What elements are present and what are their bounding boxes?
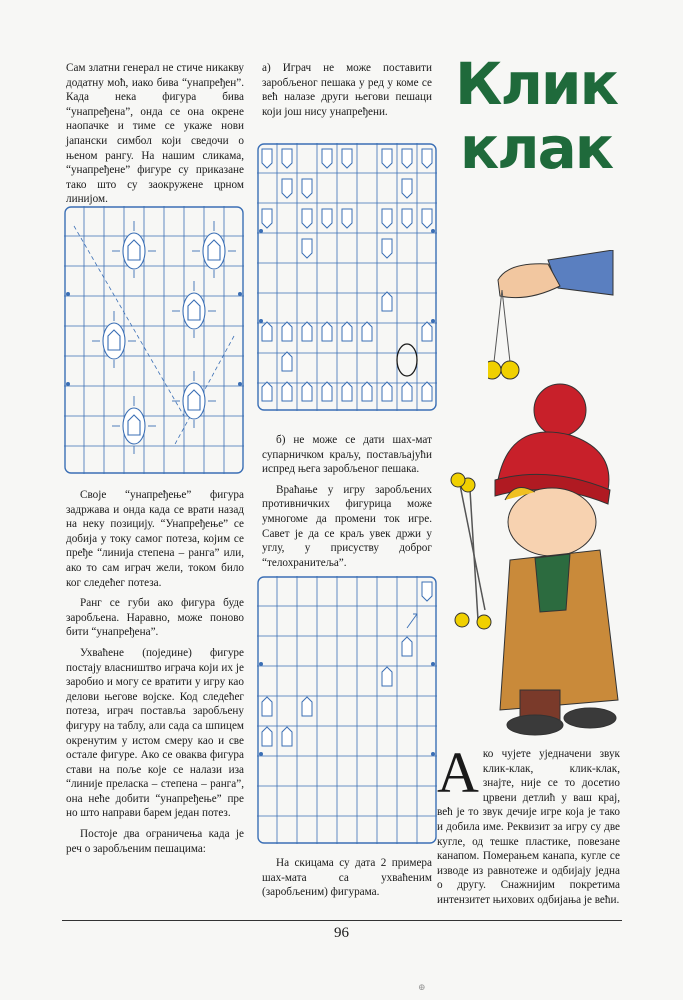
arrow-icon: [407, 614, 417, 628]
column-2-middle: [262, 433, 432, 576]
board-grid: [257, 576, 437, 844]
shogi-board-promotion: [64, 206, 244, 474]
shogi-board-setup: [257, 143, 437, 411]
paragraph: Ухваћене (поједине) фигуре постају власништво играча који их је заробио и могу се вратити у игру као делови његове војске. Код следећег потеза, играч поставља заробљену фигуру на таблу, али сада са шпицем окренутим у истом смеру као и све остале фигуре. Ако се оваква фигура стави на поље које се налази иза “линије преласка – степена – ранга”, она неће добити “унапређење” пре но што направи барем један потез.: [66, 646, 244, 820]
title-line-1: Клик: [455, 50, 617, 118]
paragraph: Враћање у игру заробљених противничких фигурица може умногоме да промени ток игре. Савет је да се краљ увек држи у углу, у присуству доброг “телохранитеља”.: [262, 483, 432, 569]
title-line-2: клак: [459, 114, 613, 182]
paragraph: На скицама су дата 2 примера шах-мата са ухваћеним (заробљеним) фигурама.: [262, 857, 432, 899]
paragraph: б) не може се дати шах-мат супарничком краљу, постављајући испред њега заробљеног пешака.: [262, 434, 432, 476]
rank-line-dots: [259, 229, 435, 323]
paragraph: Постоје два ограничења када је реч о заробљеним пешацима:: [66, 828, 244, 855]
drop-cap: А: [437, 740, 479, 805]
opponent-pieces: [262, 149, 432, 258]
paragraph-text: ко чујете уједначени звук клик-клак, клик-клак, знајте, није се то досетио црвени детлић у ваш крај, већ је то звук дечије игре која је тако и добила име. Реквизит за игру су две кугле, од тешке пластике, повезане канапом. Померањем канапа, кугле се изводе из равнотеже и одбијају једна о другу. Снажнијим покретима интензитет њихових одбијања је већи.: [437, 748, 620, 906]
column-1-bottom: [66, 488, 244, 862]
article-title: [446, 52, 626, 180]
registration-mark-icon: ⊕: [418, 982, 426, 992]
hand-clackers-illustration: [488, 250, 618, 390]
paragraph: а) Играч не може поставити заробљеног пешака у ред у коме се већ налазе други његови пешаци који још нису унапређени.: [262, 62, 432, 118]
player-pieces: [262, 292, 432, 401]
column-1-top: [66, 61, 244, 213]
page-number: 96: [334, 925, 349, 941]
rank-line-dots: [66, 292, 242, 386]
paragraph: Сам златни генерал не стиче никакву додатну моћ, иако бива “унапређен”. Када нека фигура бива “унапређена”, онда се она окрене наопачке и тиме се укаже нови јапански симбол који сведочи о њеном рангу. На нашим сликама, “унапређене” фигуре су приказане тако што су заокружене црном линијом.: [66, 62, 244, 206]
paragraph: Своје “унапређење” фигура задржава и онда када се врати назад на неку позицију. “Унапређење” се добија у току самог потеза, којим се пређе “линија степена – ранга” или, ако то сам играч жели, током било ког следећег потеза.: [66, 489, 244, 589]
column-2-bottom: [262, 856, 432, 906]
column-3-bottom: [437, 740, 620, 914]
paragraph: Ранг се губи ако фигура буде заробљена. Наравно, може поново бити “унапређена”.: [66, 597, 244, 639]
column-2-top: [262, 61, 432, 125]
paragraph: [437, 740, 620, 908]
board-frame: [258, 577, 436, 843]
footer-rule: [62, 920, 622, 921]
checkmate-pieces: [262, 582, 432, 746]
shogi-board-checkmate: [257, 576, 437, 844]
child-illustration: [440, 380, 630, 740]
